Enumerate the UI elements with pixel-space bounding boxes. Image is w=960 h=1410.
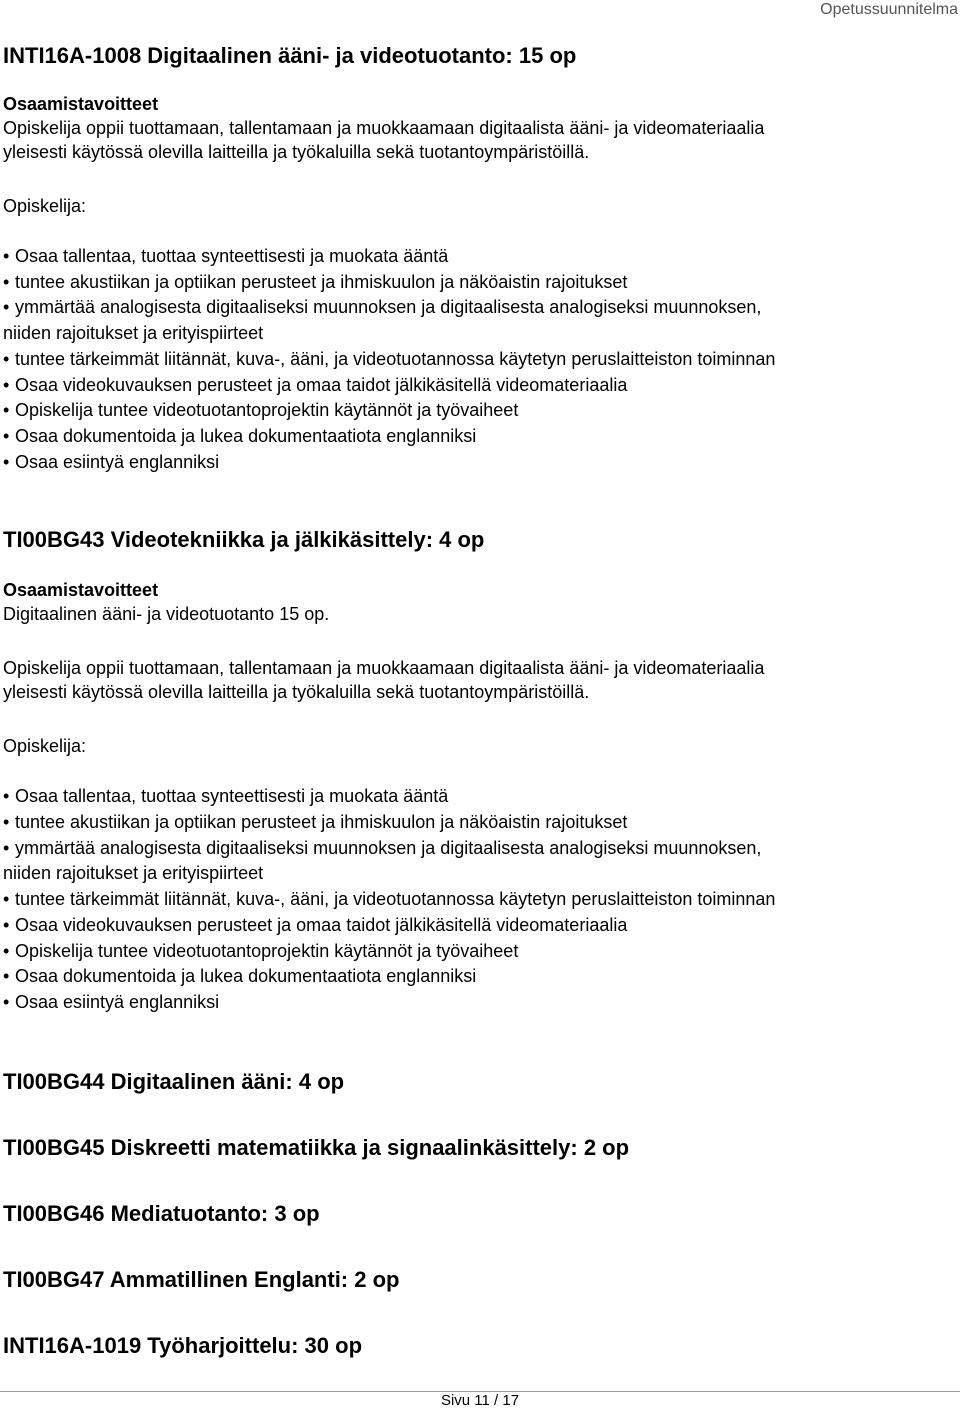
list-item [3,913,953,939]
bullet-icon: • [3,837,10,858]
list-item-text: tuntee akustiikan ja optiikan perusteet ja ihmiskuulon ja näköaistin rajoitukset [15,271,628,292]
list-item-text: Osaa tallentaa, tuottaa synteettisesti ja muokata ääntä [15,246,449,266]
list-item [3,373,953,399]
bullet-icon: • [3,400,10,421]
list-item-text: ymmärtää analogisesta digitaaliseksi muunnoksen ja digitaalisesta analogiseksi muunnoksen, [15,837,762,858]
list-item [3,270,953,296]
list-item [3,939,953,965]
list-item-text: Osaa esiintyä englanniksi [15,451,220,472]
bullet-icon: • [3,812,10,833]
bullet-icon: • [3,297,10,318]
page-footer [0,1391,960,1409]
bullet-icon: • [3,271,10,292]
bullet-icon: • [3,246,10,266]
list-item [3,347,953,373]
list-item-text: Osaa videokuvauksen perusteet ja omaa taidot jälkikäsitellä videomateriaalia [15,374,628,395]
document-content [3,0,953,1359]
bullet-icon: • [3,889,10,910]
paragraph-line: yleisesti käytössä olevilla laitteilla ja työkaluilla sekä tuotantoympäristöillä. [3,682,590,703]
list-item-text: niiden rajoitukset ja erityispiirteet [3,863,264,884]
list-item [3,244,953,270]
section-heading: Osaamistavoitteet [3,580,159,601]
document-header-label: Opetussuunnitelma [820,1,958,18]
course-title: INTI16A-1008 Digitaalinen ääni- ja videotuotanto: 15 op [3,43,577,68]
list-item-text: Osaa tallentaa, tuottaa synteettisesti ja muokata ääntä [15,786,449,807]
bullet-icon: • [3,348,10,369]
list-item-text: tuntee tärkeimmät liitännät, kuva-, ääni, ja videotuotannossa käytetyn peruslaitteiston toiminnan [15,889,776,910]
list-item-text: Osaa videokuvauksen perusteet ja omaa taidot jälkikäsitellä videomateriaalia [15,914,628,935]
bullet-icon: • [3,966,10,987]
list-item [3,424,953,450]
list-item [3,295,953,321]
paragraph-line: Opiskelija oppii tuottamaan, tallentamaan ja muokkaamaan digitaalista ääni- ja videomateriaalia [3,118,765,138]
list-item-text: ymmärtää analogisesta digitaaliseksi muunnoksen ja digitaalisesta analogiseksi muunnoksen, [15,297,762,318]
bullet-icon: • [3,451,10,472]
bullet-list [3,244,953,475]
bullet-icon: • [3,991,10,1012]
section-heading: Osaamistavoitteet [3,94,159,114]
list-item-text: tuntee tärkeimmät liitännät, kuva-, ääni, ja videotuotannossa käytetyn peruslaitteiston toiminnan [15,348,776,369]
course-title: TI00BG43 Videotekniikka ja jälkikäsittely: 4 op [3,527,485,553]
paragraph-line: Opiskelija oppii tuottamaan, tallentamaan ja muokkaamaan digitaalista ääni- ja videomateriaalia [3,658,765,679]
bullet-icon: • [3,425,10,446]
list-item [3,964,953,990]
list-item-text: Osaa dokumentoida ja lukea dokumentaatiota englanniksi [15,425,477,446]
list-item [3,450,953,476]
course-title: INTI16A-1019 Työharjoittelu: 30 op [3,1332,363,1358]
bullet-icon: • [3,374,10,395]
list-item-text: niiden rajoitukset ja erityispiirteet [3,323,264,344]
intro-text: Opiskelija: [3,736,87,757]
list-item-text: Opiskelija tuntee videotuotantoprojektin käytännöt ja työvaiheet [15,940,519,961]
course-title: TI00BG47 Ammatillinen Englanti: 2 op [3,1266,400,1292]
page-number: Sivu 11 / 17 [440,1392,520,1409]
paragraph-line: yleisesti käytössä olevilla laitteilla ja työkaluilla sekä tuotantoympäristöillä. [3,142,590,162]
list-item [3,990,953,1016]
bullet-icon: • [3,940,10,961]
bullet-icon: • [3,914,10,935]
list-item [3,836,953,862]
list-item [3,784,953,810]
list-item-text: Osaa dokumentoida ja lukea dokumentaatiota englanniksi [15,966,477,987]
course-title: TI00BG46 Mediatuotanto: 3 op [3,1200,320,1226]
list-item-continuation [3,321,953,347]
bullet-icon: • [3,786,10,807]
list-item [3,887,953,913]
course-title: TI00BG44 Digitaalinen ääni: 4 op [3,1068,345,1094]
list-item-text: Osaa esiintyä englanniksi [15,991,220,1012]
list-item-continuation [3,861,953,887]
course-title: TI00BG45 Diskreetti matematiikka ja signaalinkäsittely: 2 op [3,1134,630,1160]
paragraph-line: Digitaalinen ääni- ja videotuotanto 15 op. [3,604,330,625]
intro-text: Opiskelija: [3,196,87,216]
list-item-text: tuntee akustiikan ja optiikan perusteet ja ihmiskuulon ja näköaistin rajoitukset [15,812,628,833]
list-item [3,398,953,424]
list-item [3,810,953,836]
bullet-list [3,784,953,1015]
list-item-text: Opiskelija tuntee videotuotantoprojektin käytännöt ja työvaiheet [15,400,519,421]
